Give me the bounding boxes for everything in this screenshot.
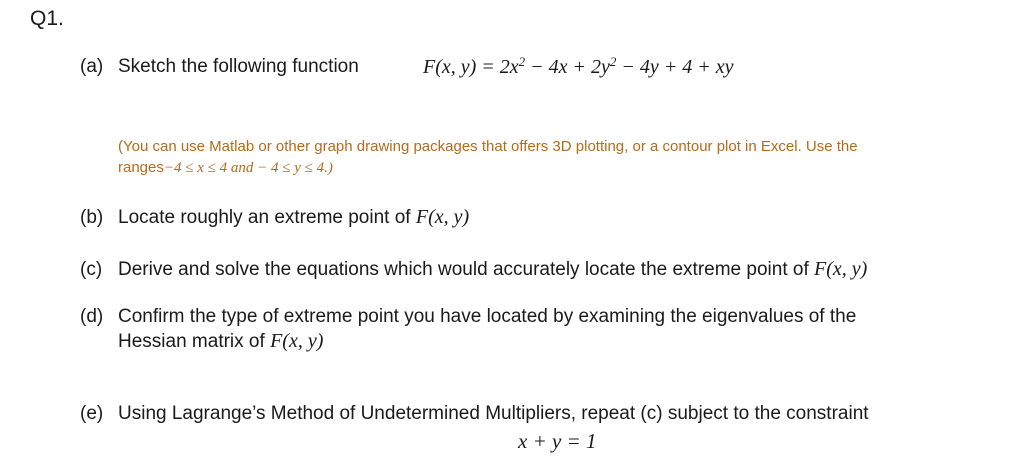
part-c-label: (c) — [80, 259, 103, 280]
part-c-text: Derive and solve the equations which would accurately locate the extreme point of — [118, 259, 809, 280]
part-a-note-line1: (You can use Matlab or other graph drawing packages that offers 3D plotting, or a contour plot in Excel. Use the — [118, 138, 858, 155]
part-c-prompt — [80, 258, 867, 281]
part-b-function: F(x, y) — [415, 206, 470, 228]
question-number: Q1. — [30, 7, 64, 30]
part-e-text: Using Lagrange’s Method of Undetermined Multipliers, repeat (c) subject to the constraint — [118, 403, 869, 424]
equation-exponent-x: 2 — [518, 53, 526, 69]
note-ranges-label: ranges — [118, 159, 164, 176]
part-d-text-line2: Hessian matrix of — [118, 331, 265, 352]
part-b-label: (b) — [80, 207, 104, 228]
part-a-note — [118, 136, 858, 179]
part-a-note-line2 — [118, 157, 858, 179]
equation-exponent-y: 2 — [609, 53, 617, 69]
part-e-constraint: x + y = 1 — [518, 429, 597, 453]
part-c-function: F(x, y) — [814, 258, 868, 280]
note-ranges-math: −4 ≤ x ≤ 4 and − 4 ≤ y ≤ 4.) — [163, 160, 333, 176]
part-a-label: (a) — [80, 56, 104, 77]
part-a-text: Sketch the following function — [118, 56, 359, 77]
part-d-prompt — [80, 306, 856, 328]
part-b-prompt — [80, 206, 469, 229]
part-d-label: (d) — [80, 306, 104, 327]
part-b-text: Locate roughly an extreme point of — [118, 207, 411, 228]
part-e-label: (e) — [80, 403, 104, 424]
part-d-line2 — [118, 330, 323, 353]
part-a-function-equation — [423, 53, 734, 79]
part-a-prompt — [80, 56, 359, 78]
part-d-text-line1: Confirm the type of extreme point you have located by examining the eigenvalues of the — [118, 306, 857, 327]
equation-rhs: − 4y + 4 + xy — [616, 56, 734, 78]
equation-middle: − 4x + 2y — [525, 56, 610, 78]
part-d-function: F(x, y) — [270, 330, 324, 352]
equation-lhs: F(x, y) = 2x — [423, 56, 519, 78]
part-e-prompt — [80, 403, 869, 425]
